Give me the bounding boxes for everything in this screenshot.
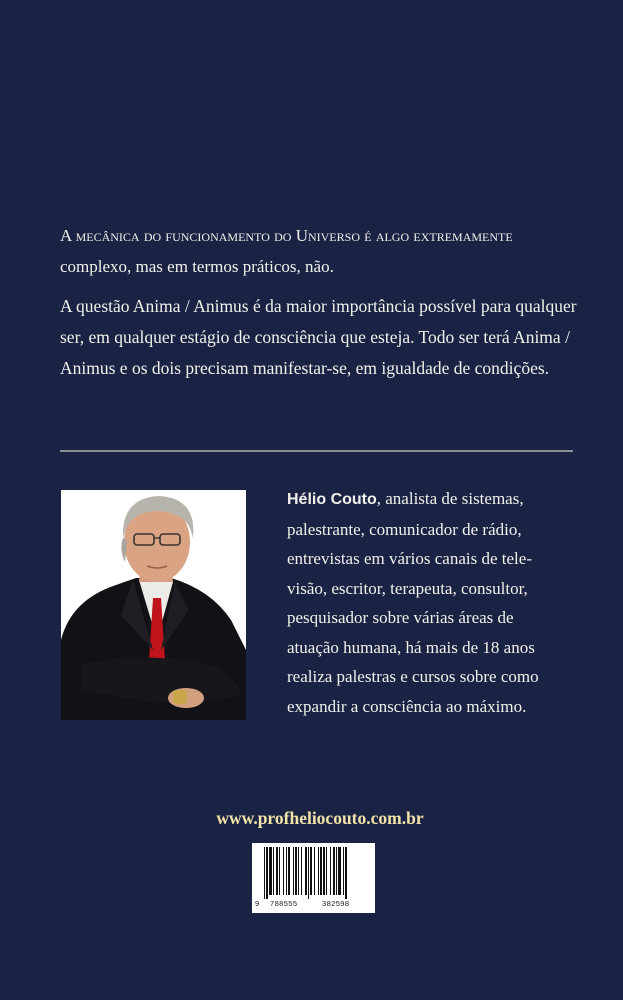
isbn-barcode bbox=[252, 843, 375, 913]
barcode-right-group: 382598 bbox=[322, 899, 350, 908]
barcode-bar bbox=[323, 847, 325, 895]
bio-line: visão, escritor, terapeuta, consultor, bbox=[287, 578, 528, 598]
barcode-bar bbox=[318, 847, 319, 895]
barcode-bar bbox=[264, 847, 265, 899]
synopsis-paragraph-2: A questão Anima / Animus é da maior importância possível para qualquer ser, em qualquer estágio de consciência que esteja. Todo ser terá Anima / Animus e os dois precisam manifestar-se, em igualdade de condições. bbox=[60, 296, 577, 378]
bio-line: entrevistas em vários canais de tele- bbox=[287, 549, 532, 568]
barcode-bar bbox=[288, 847, 290, 895]
barcode-bar bbox=[333, 847, 335, 895]
barcode-bar bbox=[298, 847, 299, 895]
barcode-bar bbox=[310, 847, 312, 895]
website-link[interactable]: www.profheliocouto.com.br bbox=[216, 808, 424, 828]
bio-line: , analista de sistemas, bbox=[376, 489, 524, 508]
barcode-left-group: 788555 bbox=[270, 899, 298, 908]
barcode-first-digit: 9 bbox=[255, 899, 260, 908]
synopsis-continuation: complexo, mas em termos práticos, não. bbox=[60, 257, 334, 276]
barcode-bar bbox=[345, 847, 347, 899]
divider bbox=[60, 450, 573, 452]
bio-line: atuação humana, há mais de 18 anos bbox=[287, 637, 535, 657]
barcode-bar bbox=[295, 847, 297, 895]
barcode-bar bbox=[293, 847, 294, 895]
barcode-bar bbox=[266, 847, 268, 899]
barcode-bar bbox=[338, 847, 341, 895]
barcode-bar bbox=[279, 847, 280, 895]
barcode-bar bbox=[336, 847, 337, 895]
barcode-bar bbox=[314, 847, 315, 895]
barcode-bar bbox=[273, 847, 274, 895]
author-photo bbox=[61, 490, 246, 720]
bio-line: palestrante, comunicador de rádio, bbox=[287, 519, 522, 539]
author-name: Hélio Couto bbox=[287, 491, 377, 508]
barcode-bar bbox=[283, 847, 284, 895]
barcode-bar bbox=[305, 847, 307, 895]
barcode-bar bbox=[308, 847, 309, 899]
barcode-bar bbox=[320, 847, 322, 895]
barcode-bar bbox=[269, 847, 272, 895]
bio-line: pesquisador sobre várias áreas de bbox=[287, 608, 514, 627]
synopsis bbox=[60, 220, 590, 384]
synopsis-lead: A mecânica do funcionamento do Universo é algo extremamente bbox=[60, 226, 513, 245]
barcode-bar bbox=[286, 847, 287, 895]
barcode-bar bbox=[330, 847, 331, 895]
bio-line: expandir a consciência ao máximo. bbox=[287, 696, 527, 716]
barcode-bar bbox=[276, 847, 278, 895]
barcode-bar bbox=[301, 847, 302, 895]
synopsis-paragraph-1 bbox=[60, 220, 590, 282]
bio-line: realiza palestras e cursos sobre como bbox=[287, 667, 539, 686]
author-bio bbox=[287, 484, 587, 721]
barcode-bar bbox=[326, 847, 327, 895]
barcode-bar bbox=[343, 847, 344, 895]
